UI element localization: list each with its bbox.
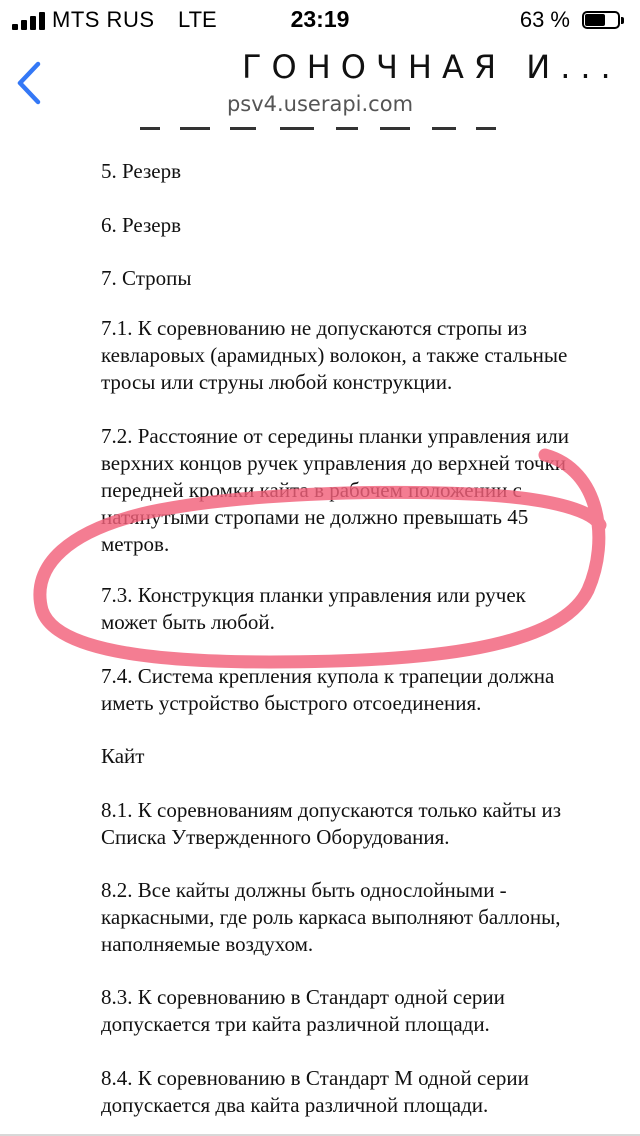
cut-off-text-line — [140, 124, 500, 132]
carrier-name: MTS RUS — [52, 7, 155, 32]
paragraph-p7-1 — [101, 315, 621, 396]
status-time: 23:19 — [290, 6, 350, 32]
text-line: кевларовых (арамидных) волокон, а также стальные — [101, 343, 568, 367]
text-line: может быть любой. — [101, 610, 275, 634]
paragraph-p8-2 — [101, 877, 621, 958]
paragraph-p7-2 — [101, 423, 621, 558]
text-line: тросы или струны любой конструкции. — [101, 370, 453, 394]
text-line: Кайт — [101, 744, 145, 768]
text-line: каркасными, где роль каркаса выполняют баллоны, — [101, 905, 561, 929]
text-line: 8.1. К соревнованиям допускаются только кайты из — [101, 798, 562, 822]
text-line: 8.2. Все кайты должны быть однослойными - — [101, 878, 507, 902]
text-line: натянутыми стропами не должно превышать 45 — [101, 505, 529, 529]
page-title: ГОНОЧНАЯ И... — [242, 48, 621, 86]
text-line: допускается три кайта различной площади. — [101, 1012, 490, 1036]
paragraph-p8-4 — [101, 1065, 621, 1119]
text-line: 8.3. К соревнованию в Стандарт одной серии — [101, 985, 505, 1009]
text-line: 7.4. Система крепления купола к трапеции должна — [101, 664, 555, 688]
text-line: метров. — [101, 532, 170, 556]
paragraph-p8-3 — [101, 984, 621, 1038]
text-line: 5. Резерв — [101, 159, 182, 183]
page-url: psv4.userapi.com — [226, 92, 414, 116]
network-type: LTE — [178, 7, 217, 32]
text-line: 7. Стропы — [101, 266, 192, 290]
text-line: иметь устройство быстрого отсоединения. — [101, 691, 482, 715]
text-line: передней кромки кайта в рабочем положении с — [101, 478, 522, 502]
text-line: 7.1. К соревнованию не допускаются стропы из — [101, 316, 527, 340]
status-bar — [0, 0, 640, 40]
text-line: верхних концов ручек управления до верхней точки — [101, 451, 567, 475]
paragraph-p8-1 — [101, 797, 621, 851]
paragraph-p7-4 — [101, 663, 621, 717]
document-viewer[interactable] — [0, 120, 640, 1136]
battery-percentage: 63 % — [519, 7, 570, 32]
text-line: 7.3. Конструкция планки управления или ручек — [101, 583, 526, 607]
text-line: Списка Утвержденного Оборудования. — [101, 825, 450, 849]
text-line: 7.2. Расстояние от середины планки управления или — [101, 424, 570, 448]
text-line: 8.4. К соревнованию в Стандарт М одной серии — [101, 1066, 529, 1090]
paragraph-kite — [101, 743, 621, 770]
text-line: 6. Резерв — [101, 213, 182, 237]
paragraph-p7 — [101, 265, 621, 292]
paragraph-p5 — [101, 158, 621, 185]
paragraph-p7-3 — [101, 582, 621, 636]
paragraph-p6 — [101, 212, 621, 239]
navigation-bar — [0, 40, 640, 120]
text-line: допускается два кайта различной площади. — [101, 1093, 489, 1117]
text-line: наполняемые воздухом. — [101, 932, 314, 956]
battery-icon — [582, 11, 626, 31]
